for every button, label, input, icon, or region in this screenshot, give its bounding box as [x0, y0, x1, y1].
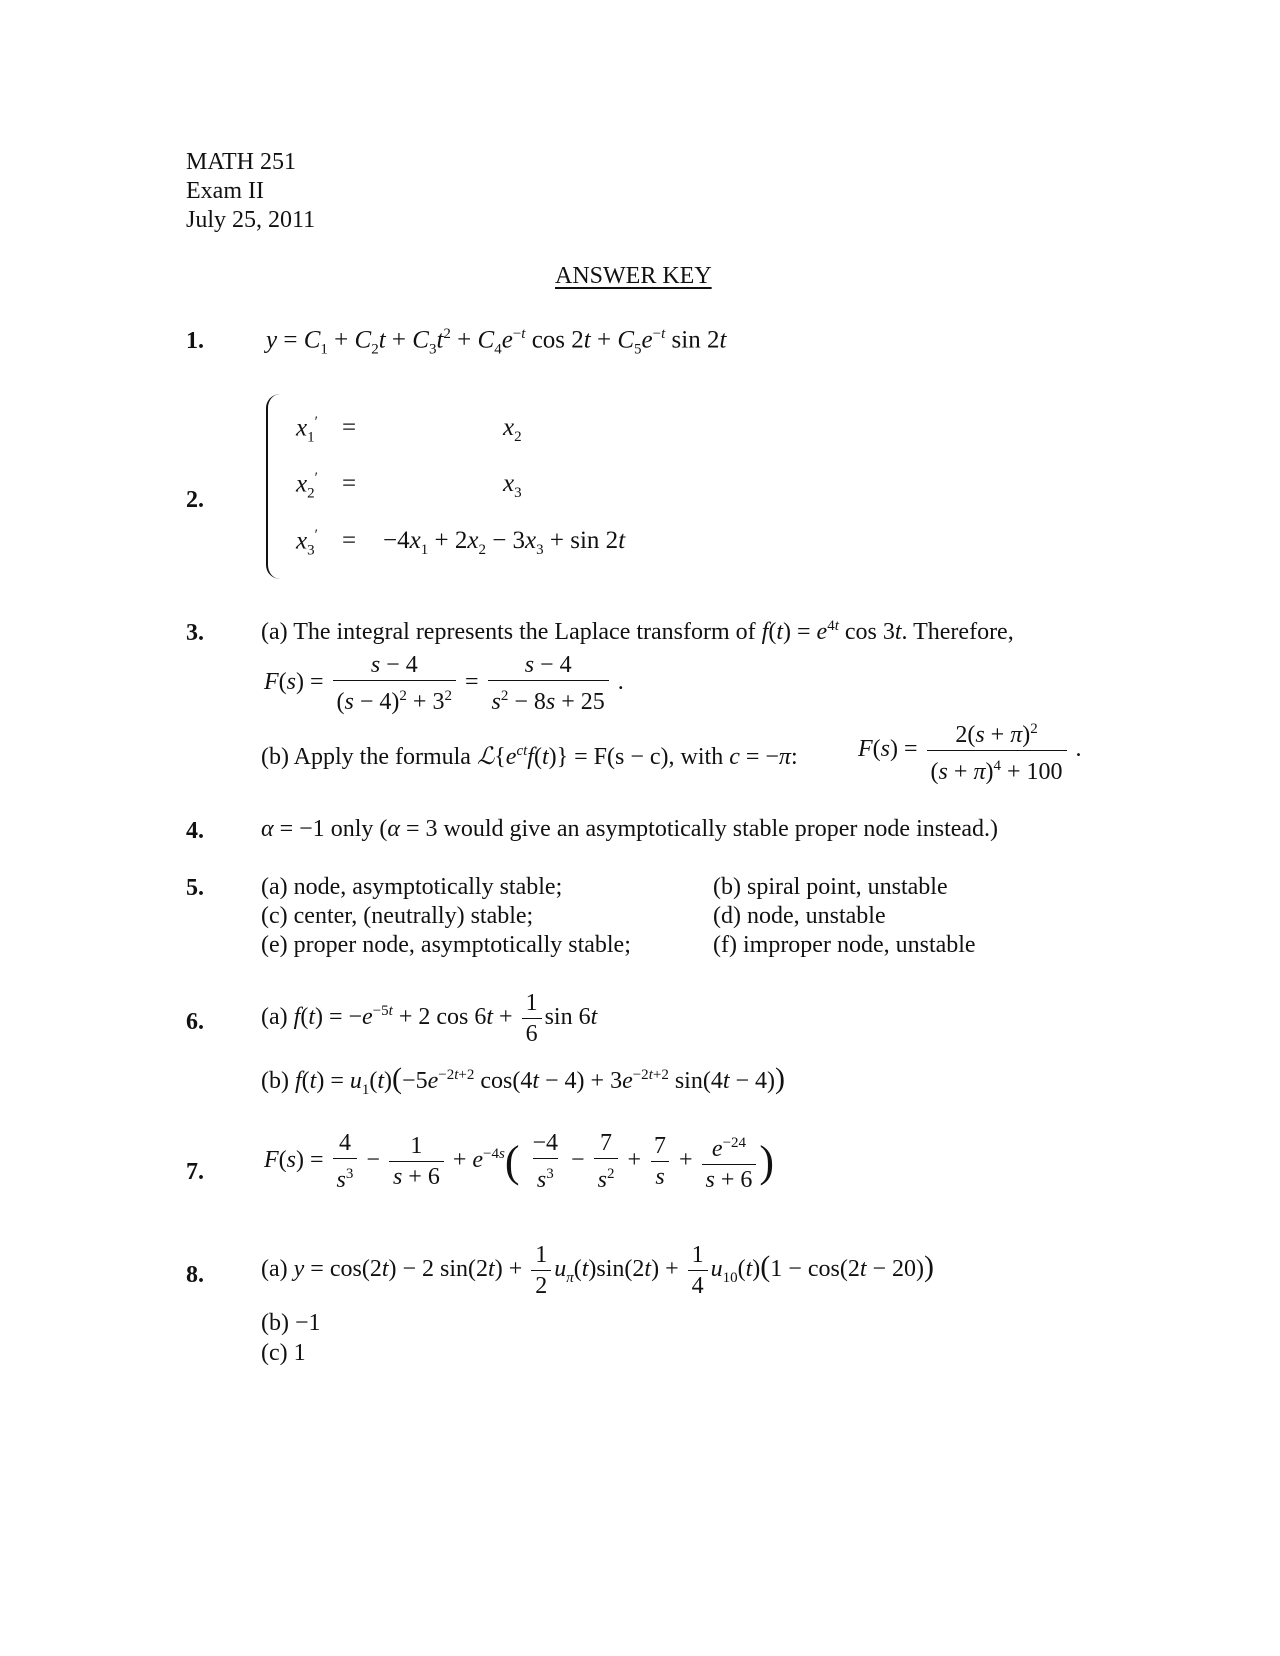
- document-header: [186, 148, 315, 235]
- exam-date: July 25, 2011: [186, 207, 316, 233]
- problem-8c-label: (c): [261, 1340, 288, 1366]
- system-eq-3-rhs: $-4x_1 + 2x_2 - 3x_3 + \sin 2t$: [383, 527, 626, 558]
- problem-5c: (c) center, (neutrally) stable;: [261, 903, 534, 929]
- problem-6a-label: (a): [261, 1004, 288, 1031]
- system-brace: [266, 394, 282, 579]
- problem-6a: (a) $f(t) = -e^{-5t} + 2$ cos 6t + $\frac{1}{6}$ sin 6t: [261, 990, 598, 1047]
- problem-8b: [261, 1310, 321, 1337]
- problem-3b-text-mid: = F(s − c), with: [568, 744, 730, 770]
- problem-5-left-column: [261, 873, 631, 960]
- problem-8c-value: 1: [293, 1340, 306, 1366]
- system-eq-1-rhs: $x_2$: [503, 414, 522, 445]
- problem-5f: (f) improper node, unstable: [713, 932, 976, 958]
- problem-8c: [261, 1340, 306, 1367]
- system-eq-1-lhs: $x_1'$: [296, 414, 318, 446]
- course-name: MATH 251: [186, 149, 297, 175]
- problem-5b: (b) spiral point, unstable: [713, 874, 948, 900]
- problem-7-number: 7.: [186, 1159, 204, 1185]
- problem-3a-text: (a) The integral represents the Laplace transform of: [261, 619, 762, 645]
- problem-3-number: 3.: [186, 620, 204, 646]
- problem-4-text: only (: [324, 816, 388, 842]
- problem-8b-value: −1: [294, 1310, 321, 1336]
- page-title: ANSWER KEY: [555, 263, 712, 289]
- problem-8b-label: (b): [261, 1310, 289, 1336]
- system-eq-2-lhs: $x_2'$: [296, 470, 318, 502]
- exam-name: Exam II: [186, 178, 264, 204]
- problem-3b-formula: F(s) = $\frac{2(s + \pi)^2}{(s + \pi)^4 + 100}$ .: [858, 721, 1082, 785]
- problem-3a-formula: F(s) = $\frac{s - 4}{(s - 4)^2 + 3^2}$ = $\frac{s - 4}{s^2 - 8s + 25}$ .: [264, 652, 624, 715]
- problem-4-text-after: would give an asymptotically stable proper node instead.): [437, 816, 999, 842]
- system-eq-2-equals: =: [342, 470, 357, 497]
- problem-2-number: 2.: [186, 487, 204, 513]
- system-eq-2-rhs: $x_3$: [503, 470, 522, 501]
- system-eq-3-lhs: $x_3'$: [296, 527, 318, 559]
- problem-3b-line: (b) Apply the formula $ℒ\{e^{ct}f(t)\} = F(s - c)$, with c = −π:: [261, 743, 798, 770]
- problem-3a-line: (a) The integral represents the Laplace transform of $f(t) = e^{4t}$ cos 3t. Therefore,: [261, 618, 1014, 645]
- problem-5-number: 5.: [186, 875, 204, 901]
- problem-8a-label: (a): [261, 1256, 288, 1283]
- problem-7-answer: F(s) = $\frac{4}{s^3}$ − $\frac{1}{s + 6}$ + $e^{-4s}$( $\frac{-4}{s^3}$ − $\frac{7}{s^2}$ + $\frac{7}{s}$ + $\frac{e^{-24}}{s + 6}$ ): [264, 1130, 775, 1193]
- problem-3b-text: (b) Apply the formula: [261, 744, 477, 770]
- problem-3a-text-after: . Therefore,: [901, 619, 1014, 645]
- problem-6-number: 6.: [186, 1009, 204, 1035]
- problem-1-number: 1.: [186, 328, 204, 354]
- problem-5a: (a) node, asymptotically stable;: [261, 874, 563, 900]
- system-eq-1-equals: =: [342, 414, 357, 441]
- system-eq-3-equals: =: [342, 527, 357, 554]
- problem-4-number: 4.: [186, 818, 204, 844]
- problem-8-number: 8.: [186, 1262, 204, 1288]
- problem-6b: (b) $f(t) = u_1(t)(-5e^{-2t+2}$ $\cos(4t - 4) + 3e^{-2t+2}$ sin(4t − 4)): [261, 1062, 786, 1098]
- problem-5d: (d) node, unstable: [713, 903, 886, 929]
- problem-5e: (e) proper node, asymptotically stable;: [261, 932, 631, 958]
- problem-6b-label: (b): [261, 1068, 289, 1094]
- problem-8a: (a) y = cos(2t) − 2 sin(2t) + $\frac{1}{2}$ $u_\pi(t)\sin(2t)$ + $\frac{1}{4}$ $u_{10}(t)(1 - \cos(2t - 20))$: [261, 1242, 935, 1299]
- problem-1-answer: $y = C_1 + C_2t + C_3t^2 + C_4e^{-t}$ $\cos 2t + C_5e^{-t}$ sin 2t: [266, 326, 727, 358]
- problem-5-right-column: [713, 873, 976, 960]
- problem-4-answer: α = −1 only (α = 3 would give an asymptotically stable proper node instead.): [261, 816, 999, 842]
